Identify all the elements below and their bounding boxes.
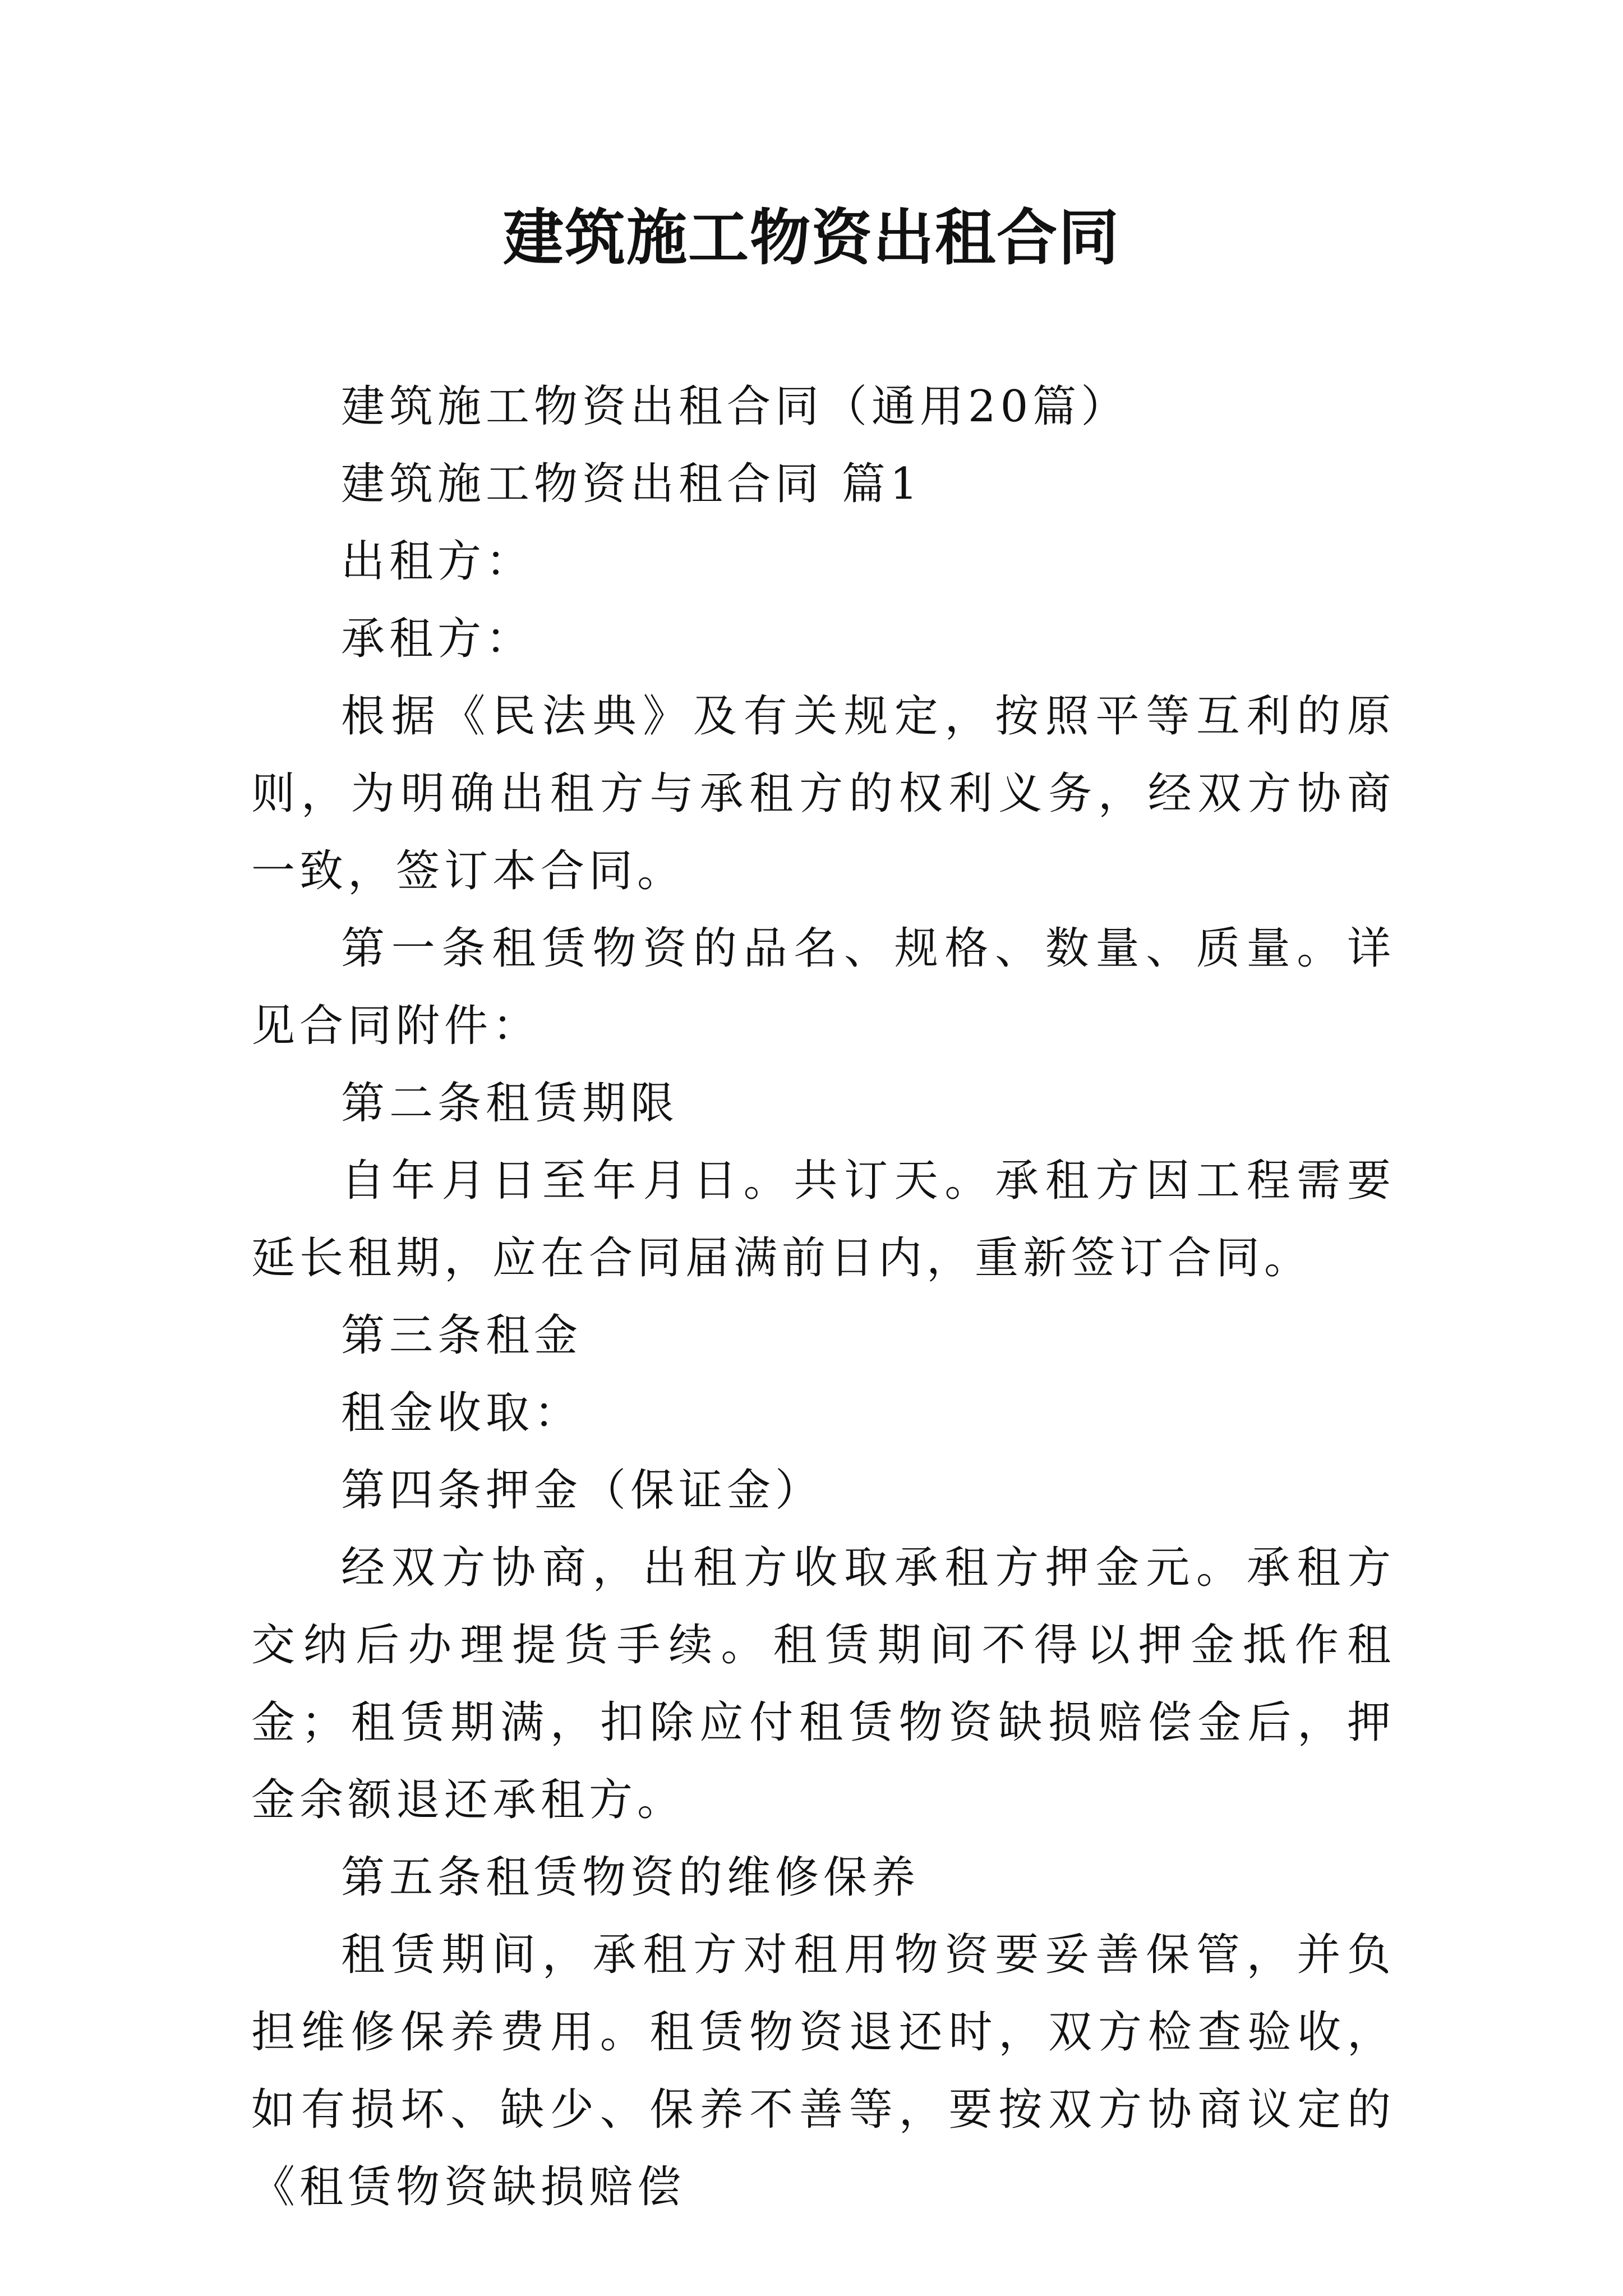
paragraph-article-4-heading: 第四条押金（保证金） (341, 1465, 824, 1516)
paragraph-section-heading: 建筑施工物资出租合同 篇1 (341, 459, 923, 509)
paragraph-article-3-body: 租金收取： (341, 1388, 583, 1438)
paragraph-article-5-body: 租赁期间，承租方对租用物资要妥善保管，并负担维修保养费用。租赁物资退还时，双方检查验收，如有损坏、缺少、保养不善等，要按双方协商议定的《租赁物资缺损赔偿 (251, 1930, 1395, 2212)
paragraph-subtitle: 建筑施工物资出租合同（通用20篇） (341, 381, 1129, 432)
paragraph-lessee: 承租方： (341, 614, 534, 664)
paragraph-article-5-heading: 第五条租赁物资的维修保养 (341, 1852, 920, 1903)
document-title: 建筑施工物资出租合同 (502, 203, 1120, 273)
paragraph-article-2-heading: 第二条租赁期限 (341, 1078, 679, 1129)
paragraph-article-4-body: 经双方协商，出租方收取承租方押金元。承租方交纳后办理提货手续。租赁期间不得以押金抵作租金；租赁期满，扣除应付租赁物资缺损赔偿金后，押金余额退还承租方。 (251, 1543, 1395, 1825)
paragraph-article-2-body: 自年月日至年月日。共订天。承租方因工程需要延长租期，应在合同届满前日内，重新签订合同。 (251, 1156, 1395, 1283)
paragraph-article-1: 第一条租赁物资的品名、规格、数量、质量。详见合同附件： (251, 923, 1395, 1051)
paragraph-lessor: 出租方： (341, 536, 534, 587)
paragraph-preamble: 根据《民法典》及有关规定，按照平等互利的原则，为明确出租方与承租方的权利义务，经双方协商一致，签订本合同。 (251, 691, 1395, 896)
document-body (251, 368, 1395, 2226)
paragraph-article-3-heading: 第三条租金 (341, 1310, 583, 1361)
